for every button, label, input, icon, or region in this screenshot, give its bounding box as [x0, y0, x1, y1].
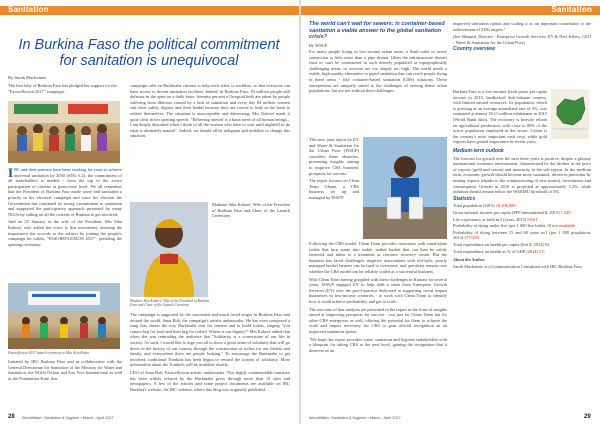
footer-left: WorldWater: Sanitation & Hygiene • March - April 2017	[22, 416, 114, 420]
left-page	[0, 0, 299, 424]
madame-kabore-portrait	[130, 202, 208, 297]
stat-row: Life expectancy at birth m/f (years, 2015) 59/61	[453, 216, 538, 222]
col1-paragraph-3: Initiated by IRC Burkina Faso and in collaboration with the General Directorate for Sanitation of the Ministry for Water and Sanitation, the NGOs Oxfam and Eau Vive International as well as the Foundation Kiné, this	[8, 359, 122, 381]
left-column-1	[8, 167, 122, 280]
right-column-1-side	[309, 137, 359, 209]
worker-illustration	[363, 137, 447, 239]
country-overview-text-top	[453, 89, 547, 145]
country-overview-text: Burkina Faso is a low-income (fault prone per capita income in 2015, landlocked Sub-Saharan country, with limited natural resources. Its population, which is growing at an average annualized rate of 3%, was estimated at almost 18.11 million inhabitants in 2015 (World Bank data). The economy is heavily reliant on agricultural production, with close to 80% of the active population employed in the sector. Cotton is the country's most important cash crop, while gold exports have gained importance in recent years.	[453, 89, 547, 145]
section-band-right	[301, 6, 600, 15]
col1-paragraph-1: RC and their partners have been working for years to achieve universal sanitation by 2030 (SDG 6.2), the commitment of all stakeholders is needed - from the top to the active participation of citizens at grass-roots level. We all remember that the President of Burkina Faso made water and sanitation a priority in his electoral campaign and since his election the Government has continued its strong commitment to sanitation and supported the participatory approach promoted by many NGOs by calling on all the citizens of Burkina to get involved.	[8, 167, 122, 217]
launch-ceremony-photo	[8, 101, 120, 163]
stat-row: Probability of dying between 15 and 60 years m/f (per 1 000 population, 2013) 277/258	[453, 229, 591, 241]
about-author-text: Sarah Mackenzie is a Communication Consultant with IRC Burkina Faso.	[453, 263, 583, 269]
section-band-left	[0, 6, 299, 15]
stat-row: Total expenditure on health as % of GDP (2014) 5.0	[453, 248, 545, 254]
page-number-left: 28	[8, 414, 15, 420]
left-column-2-sidebar	[212, 202, 290, 256]
ceremony-crowd-illustration	[8, 101, 120, 163]
stat-row: Total expenditure on health per capita (Intl $, 2014) 82	[453, 241, 550, 247]
portrait-caption: Madame Sika Kaboré, Wife of the President of Burkina Faso and Chair of the Launch Ceremony	[130, 299, 210, 308]
right-page	[301, 0, 600, 424]
col2-paragraph-4: CEO of Sana Bob, Fasoreflexion artistic ambassador. This highly commendable initiative has been widely relayed by the Burkinabe press through more than 15 sites and newspapers. A few of the articles and some project documents are available on IRC Burkina's website, the IRC website, where this blog was originally published.	[130, 369, 290, 392]
stat-row: Probability of dying under five (per 1 000 live births, 0) not available	[453, 223, 575, 229]
medium-term-heading: Medium-term outlook	[453, 148, 504, 154]
col2-paragraph-3: The campaign is supported by the concerned and much loved singer in Burkina Faso and around the world, Sana Bob, the campaign's artistic ambassador. He has even composed a song that cheers the way Burkinabe sent for cement and to build toilets, singing "you cannot beg for food and then beg for toilets! Where is our dignity?" Mrs Kaboré added that when she was reminding the audience that "Solidarity is a cornerstone of our life in society. As such, I would like to urge you all to show a great sense of solidarity that will go down in the history of our country through the construction of toilets for our friends and family, and everywhere there are people looking." To encourage the Burkinabe to get involved, traditional Tombola has been begun to reward the actions of solidarity. More information about the Tombola will be available shortly.	[130, 312, 290, 368]
right-col1-p7: "We hope this report provides water, sanitation and hygiene stakeholders with a blueprint for taking CBS to the next level, gaining the recognition that it deserves as an	[309, 336, 447, 353]
left-column-2-continued	[130, 312, 290, 410]
right-col2-p1: improved sanitation option and scaling it as an important contributor to the achievement of SDG targets."	[453, 21, 591, 32]
stat-row: Gross national income per capita (PPP international $, 2015) 1,540	[453, 209, 571, 215]
left-column-1-continued	[8, 359, 122, 411]
section-label-left: Sanitation	[8, 5, 49, 14]
article-title: In Burkina Faso the political commitment for sanitation is unequivocal	[18, 36, 280, 69]
page-number-right: 29	[584, 414, 591, 420]
right-col1-p3: The report focuses on Clean Team Ghana, a CBS business set up and managed by WSUP.	[309, 178, 359, 200]
launch-stage-illustration	[8, 283, 120, 349]
drop-cap: I	[8, 167, 14, 180]
article-lead: The first lady of Burkina Faso has pledged her support for the "Fasoreflexion 2017" campaign.	[8, 83, 117, 94]
left-column-2	[130, 83, 290, 199]
stat-row: Total population (2015) 18,106,000	[453, 203, 516, 209]
right-col1-p2: This new joint report by EY and Water & Sanitation for the Urban Poor (WSUP) considers these obstacles, presenting insights aiming to improve CBS business' prospects for success.	[309, 137, 359, 176]
statistics-heading: Statistics	[453, 195, 476, 202]
right-article-title: The world can't wait for sewers: Is container-based sanitation a viable answer to the global sanitation crisis?	[309, 21, 445, 41]
portrait-illustration	[130, 202, 208, 297]
country-overview-heading: Country overview	[453, 46, 495, 53]
right-col1-p5: With Clean Team having grappled with these challenges in Kumasi for several years, WSUP engaged EY to help shift a team from Enterprise Growth Services (EY) over the proof-practice dedicated to supporting social impact businesses in low-income countries - to work with Clean Team to identify how it could achieve profitability and get to scale.	[309, 276, 447, 304]
right-by-line: By WSUP	[309, 43, 328, 48]
fasoreflexion-launch-photo	[8, 283, 120, 349]
right-column-1-top	[309, 49, 447, 135]
medium-term-text: The forecast for growth over the next three years is positive, despite a gloomy international economic environment, characterized by the decline in the price of exports (gold and cotton) and insecurity in the sub-region. In the medium term, economic growth should become more sustained, driven in particular by mining exports (thanks to the commissioning of new mines), investments and consumption. Growth in 2016 is projected at approximately 5.2%, while inflation should remain below the WAEMU threshold of 3%.	[453, 155, 591, 195]
col2-paragraph-1: campaign calls on Burkinabe citizens to help each other, to mobilise, so that everyone can have access to decent sanitation facilities. Indeed, in Burkina Faso, 93 million people still defecate in the open on a daily basis. Seventy percent of hospital beds are taken by people suffering from illnesses caused by a lack of sanitation and every day 84 million women risk their safety, dignity and their health because they are forced to hide in the bush to relieve themselves. The situation is unacceptable and distressing; Mrs Kaboré made it quite clear in her opening speech: "Relieving oneself is a basic need of all human beings... I am deeply disturbed when I think of all the women who have to wait until nightfall to do what is ultimately natural". Indeed, we should all be indignant and mobilise to change this situation.	[130, 83, 290, 139]
footer-right: WorldWater: Sanitation & Hygiene • March - April 2017	[309, 416, 401, 420]
right-col1-p1: For many people living in low-income urban areas, a flush toilet or sewer connection is little more than a pipe dream. Often the infrastructure doesn't exist or can't be constructed in such densely populated or topographically challenging areas, or services are too simply too high. The world needs a viable, high-quality alternative to piped sanitation that can reach people living in these areas - like container-based sanitation (CBS) solutions. These entrepreneur are uniquely suited to the challenges of serving dense urban populations, but are not without their challenges.	[309, 49, 447, 94]
right-col2-p2: (Joe Shepard, Director - Enterprise Growth Services, EY & Neil Jeffery, CEO - Water & Sanitation for the Urban Poor)	[453, 34, 591, 45]
launch-photo-caption: Fasoreflexion 2017 launch ceremony in Mac Aria Kaziri	[8, 351, 90, 355]
col1-paragraph-2: And on 25 January, in the wife of the President, Mrs Sika Kaboré, who added her voice to this movement, showing the importance she accords to the subject by joining the people's campaign for toilets, "FASOREFLEXION 2017", presiding the opening ceremony.	[8, 219, 122, 247]
right-column-2-bottom	[453, 147, 591, 412]
right-col1-p6: The outcome of that analysis are presented in the report in the form of insights aimed at improving prospects for success - not just for Clean Team but for other CBS enterprises as well, offering the potential for them to achieve the scale and impact necessary for CBS to gain official recognition as an improved sanitation option.	[309, 306, 447, 334]
right-column-2-top	[453, 21, 591, 87]
right-column-1-bottom	[309, 241, 447, 412]
article-byline: By Sarah Mackenzie	[8, 75, 47, 80]
about-author-heading: About the Author	[453, 257, 485, 263]
right-col1-p4: Following the CBS model, Clean Team provides customers with stand-alone toilets that turn waste into stable, sealed bucket that can then be safely removed and taken to a treatment or resource recovery centre. But the business has faced challenges: negative associations with old-style, poorly managed bucket latrines can be hard to overcome, and questions remain over whether the CBS model can be reliably scaled as a successful business.	[309, 241, 447, 274]
col2-paragraph-2: Madame Sika Kaboré, Wife of the President of Burkina Faso and Chair of the Launch Ceremony.	[212, 202, 290, 219]
section-label-right: Sanitation	[551, 5, 592, 14]
burkina-faso-map	[551, 89, 589, 139]
clean-team-worker-photo	[363, 137, 447, 239]
